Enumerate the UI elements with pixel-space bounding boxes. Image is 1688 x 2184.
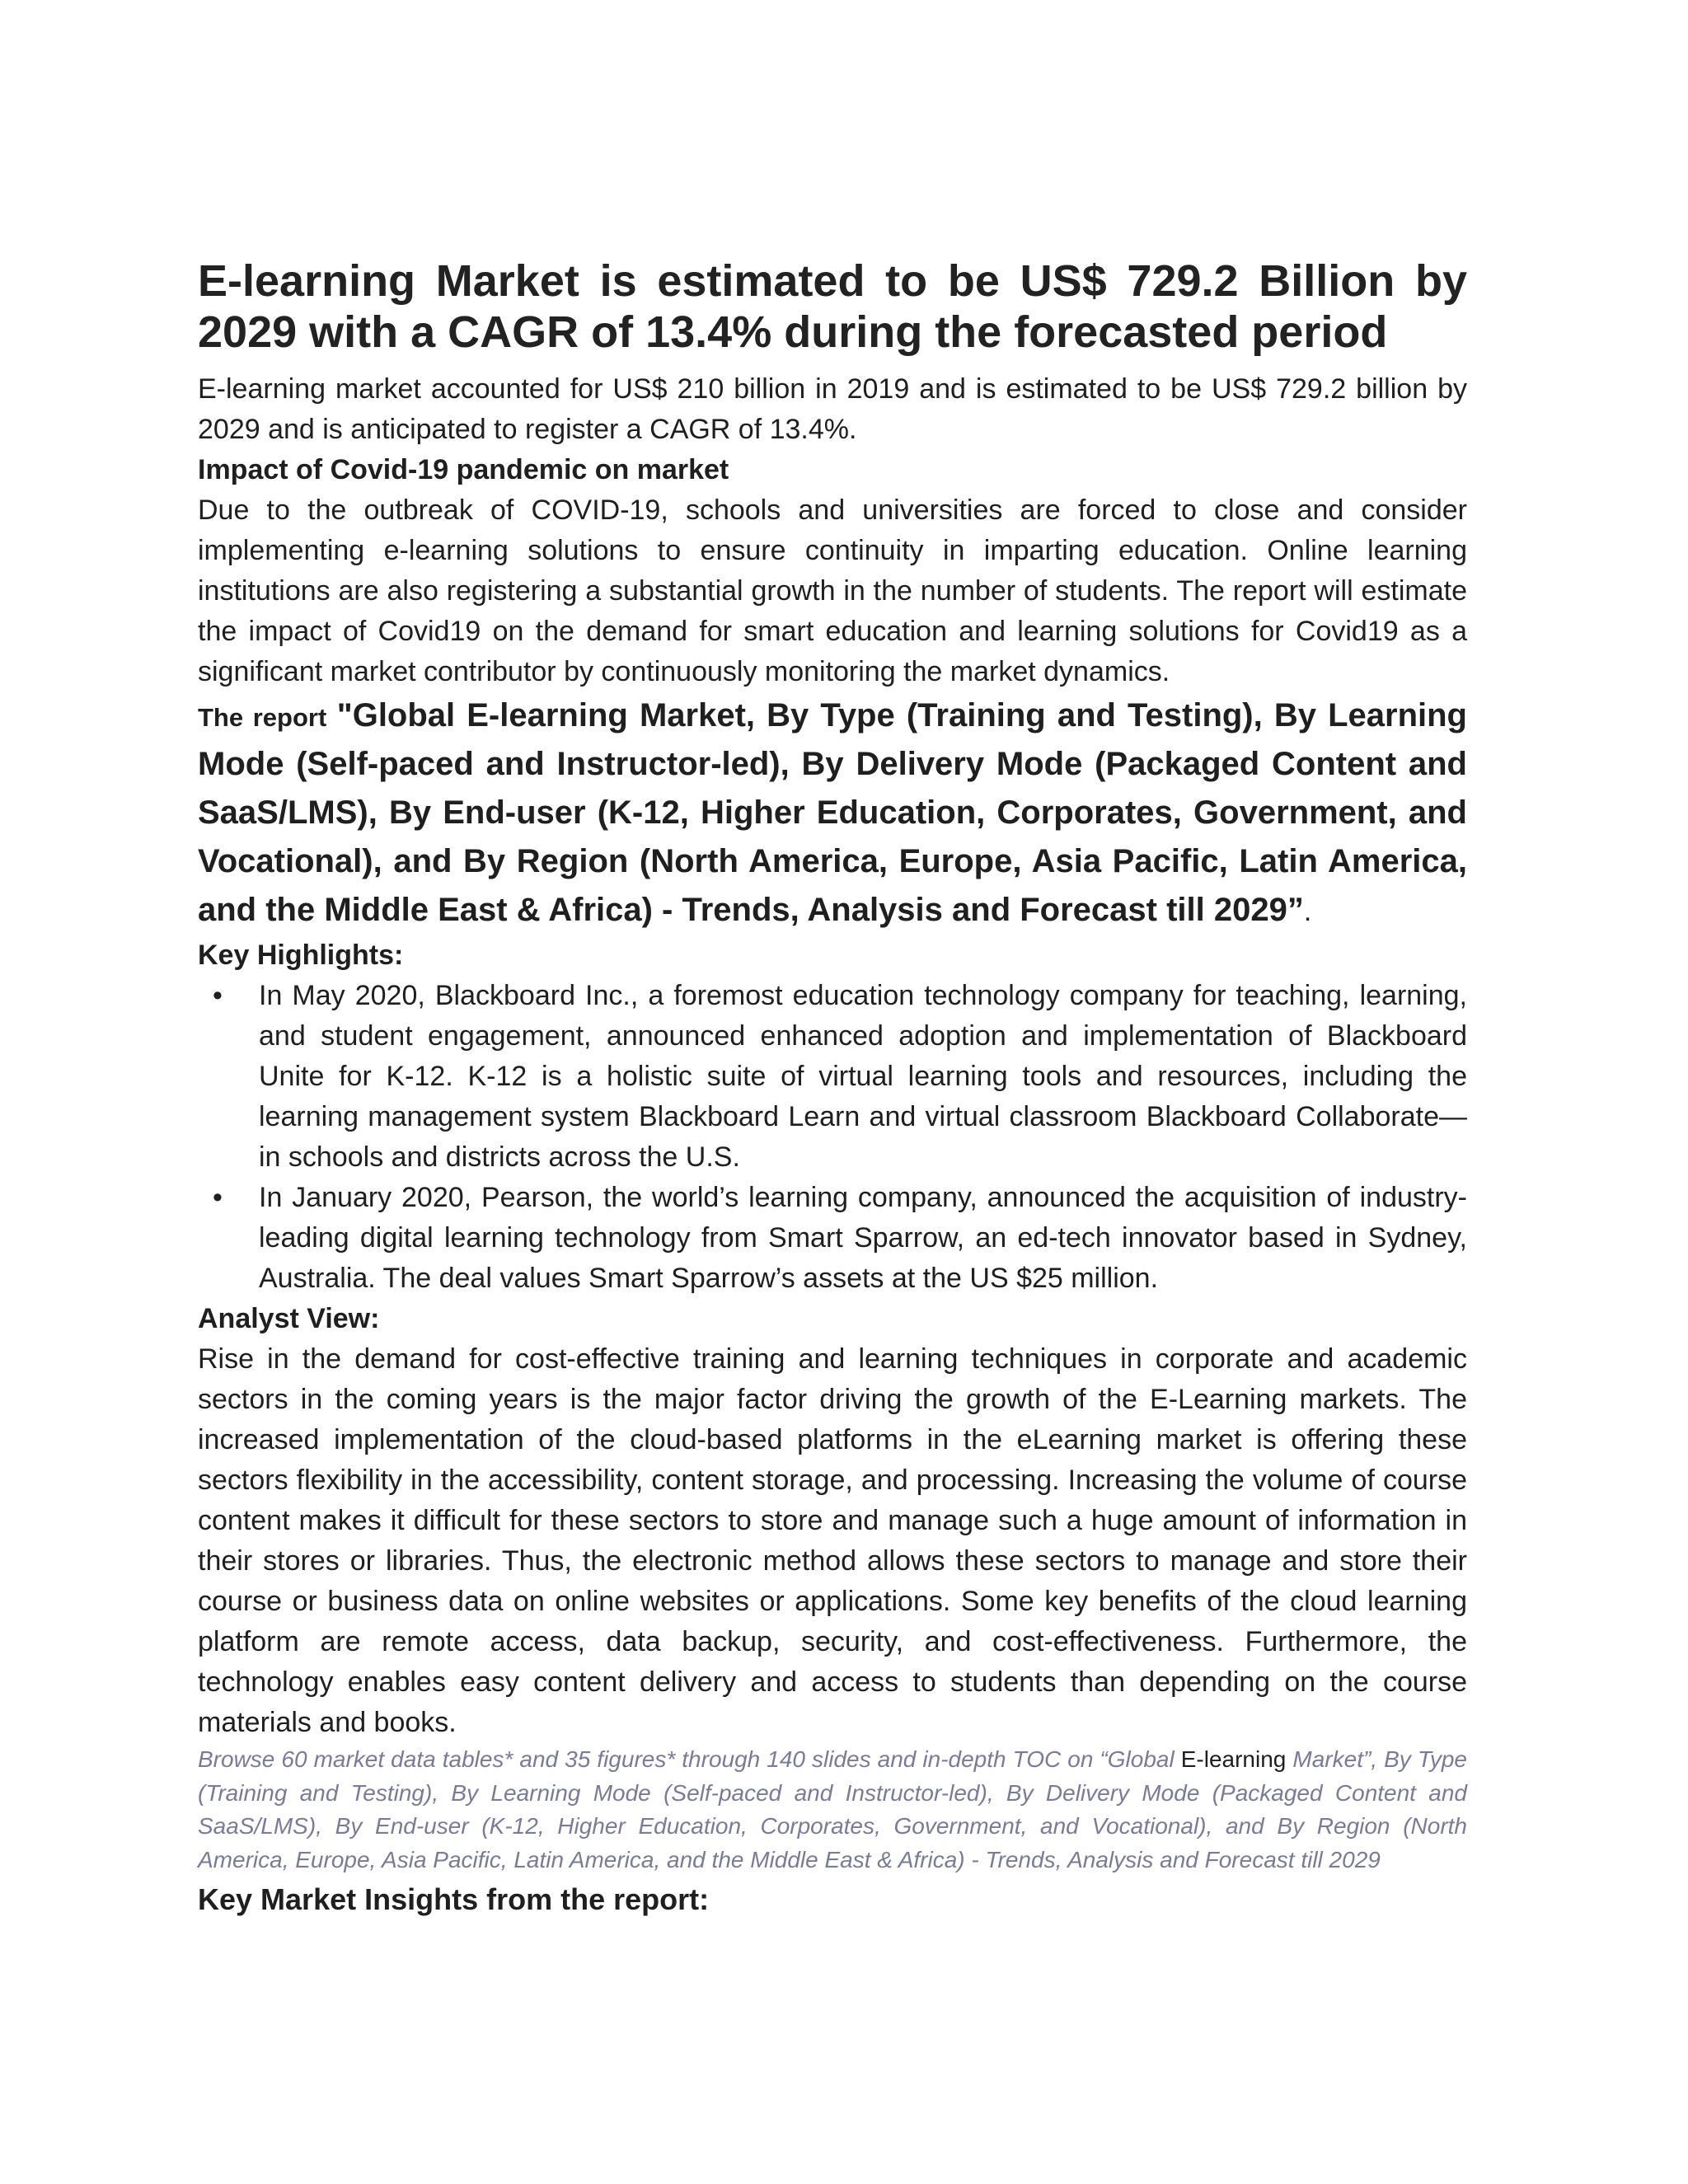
highlights-heading: Key Highlights:: [198, 940, 404, 971]
document-page: [198, 255, 1467, 1923]
browse-highlight: E-learning: [1180, 1746, 1287, 1772]
analyst-heading: Analyst View:: [198, 1303, 380, 1334]
covid-heading: Impact of Covid-19 pandemic on market: [198, 454, 729, 485]
list-item: [198, 1178, 1467, 1299]
browse-text-before: Browse 60 market data tables* and 35 figures* through 140 slides and in-depth TOC on “Global: [198, 1746, 1181, 1772]
insights-heading: Key Market Insights from the report:: [198, 1882, 710, 1916]
document-title: E-learning Market is estimated to be US$ 729.2 Billion by 2029 with a CAGR of 13.4% during the forecasted period: [198, 256, 1467, 357]
bullet-icon: •: [213, 980, 223, 1011]
browse-note: [198, 1743, 1467, 1877]
highlights-list: [198, 976, 1467, 1299]
report-prefix: The report: [198, 703, 327, 732]
report-title: "Global E-learning Market, By Type (Training and Testing), By Learning Mode (Self-paced and Instructor-led), By Delivery Mode (Packaged Content and SaaS/LMS), By End-user (K-12, Higher Education, Corporates, Government, and Vocational), and By Region (North America, Europe, Asia Pacific, Latin America, and the Middle East & Africa) - Trends, Analysis and Forecast till 2029”: [198, 697, 1467, 928]
report-title-paragraph: [198, 692, 1467, 935]
analyst-paragraph: Rise in the demand for cost-effective training and learning techniques in corporate and academic sectors in the coming years is the major factor driving the growth of the E-Learning markets. The increased implementation of the cloud-based platforms in the eLearning market is offering these sectors flexibility in the accessibility, content storage, and processing. Increasing the volume of course content makes it difficult for these sectors to store and manage such a huge amount of information in their stores or libraries. Thus, the electronic method allows these sectors to manage and store their course or business data on online websites or applications. Some key benefits of the cloud learning platform are remote access, data backup, security, and cost-effectiveness. Furthermore, the technology enables easy content delivery and access to students than depending on the course materials and books.: [198, 1343, 1467, 1738]
covid-paragraph: Due to the outbreak of COVID-19, schools and universities are forced to close and consider implementing e-learning solutions to ensure continuity in imparting education. Online learning institutions are also registering a substantial growth in the number of students. The report will estimate the impact of Covid19 on the demand for smart education and learning solutions for Covid19 as a significant market contributor by continuously monitoring the market dynamics.: [198, 494, 1467, 687]
intro-paragraph: E-learning market accounted for US$ 210 billion in 2019 and is estimated to be US$ 729.2 billion by 2029 and is anticipated to register a CAGR of 13.4%.: [198, 373, 1467, 445]
highlight-text: In May 2020, Blackboard Inc., a foremost education technology company for teaching, learning, and student engagement, announced enhanced adoption and implementation of Blackboard Unite for K-12. K-12 is a holistic suite of virtual learning tools and resources, including the learning management system Blackboard Learn and virtual classroom Blackboard Collaborate—in schools and districts across the U.S.: [259, 980, 1467, 1173]
report-suffix: .: [1303, 896, 1312, 927]
highlight-text: In January 2020, Pearson, the world’s learning company, announced the acquisition of industry-leading digital learning technology from Smart Sparrow, an ed-tech innovator based in Sydney, Australia. The deal values Smart Sparrow’s assets at the US $25 million.: [259, 1182, 1467, 1294]
list-item: [198, 976, 1467, 1178]
browse-text-after: Market”, By Type (Training and Testing), By Learning Mode (Self-paced and Instructor-led), By Delivery Mode (Packaged Content and SaaS/LMS), By End-user (K-12, Higher Education, Corporates, Government, and Vocational), and By Region (North America, Europe, Asia Pacific, Latin America, and the Middle East & Africa) - Trends, Analysis and Forecast till 2029: [198, 1746, 1468, 1872]
bullet-icon: •: [213, 1182, 223, 1213]
